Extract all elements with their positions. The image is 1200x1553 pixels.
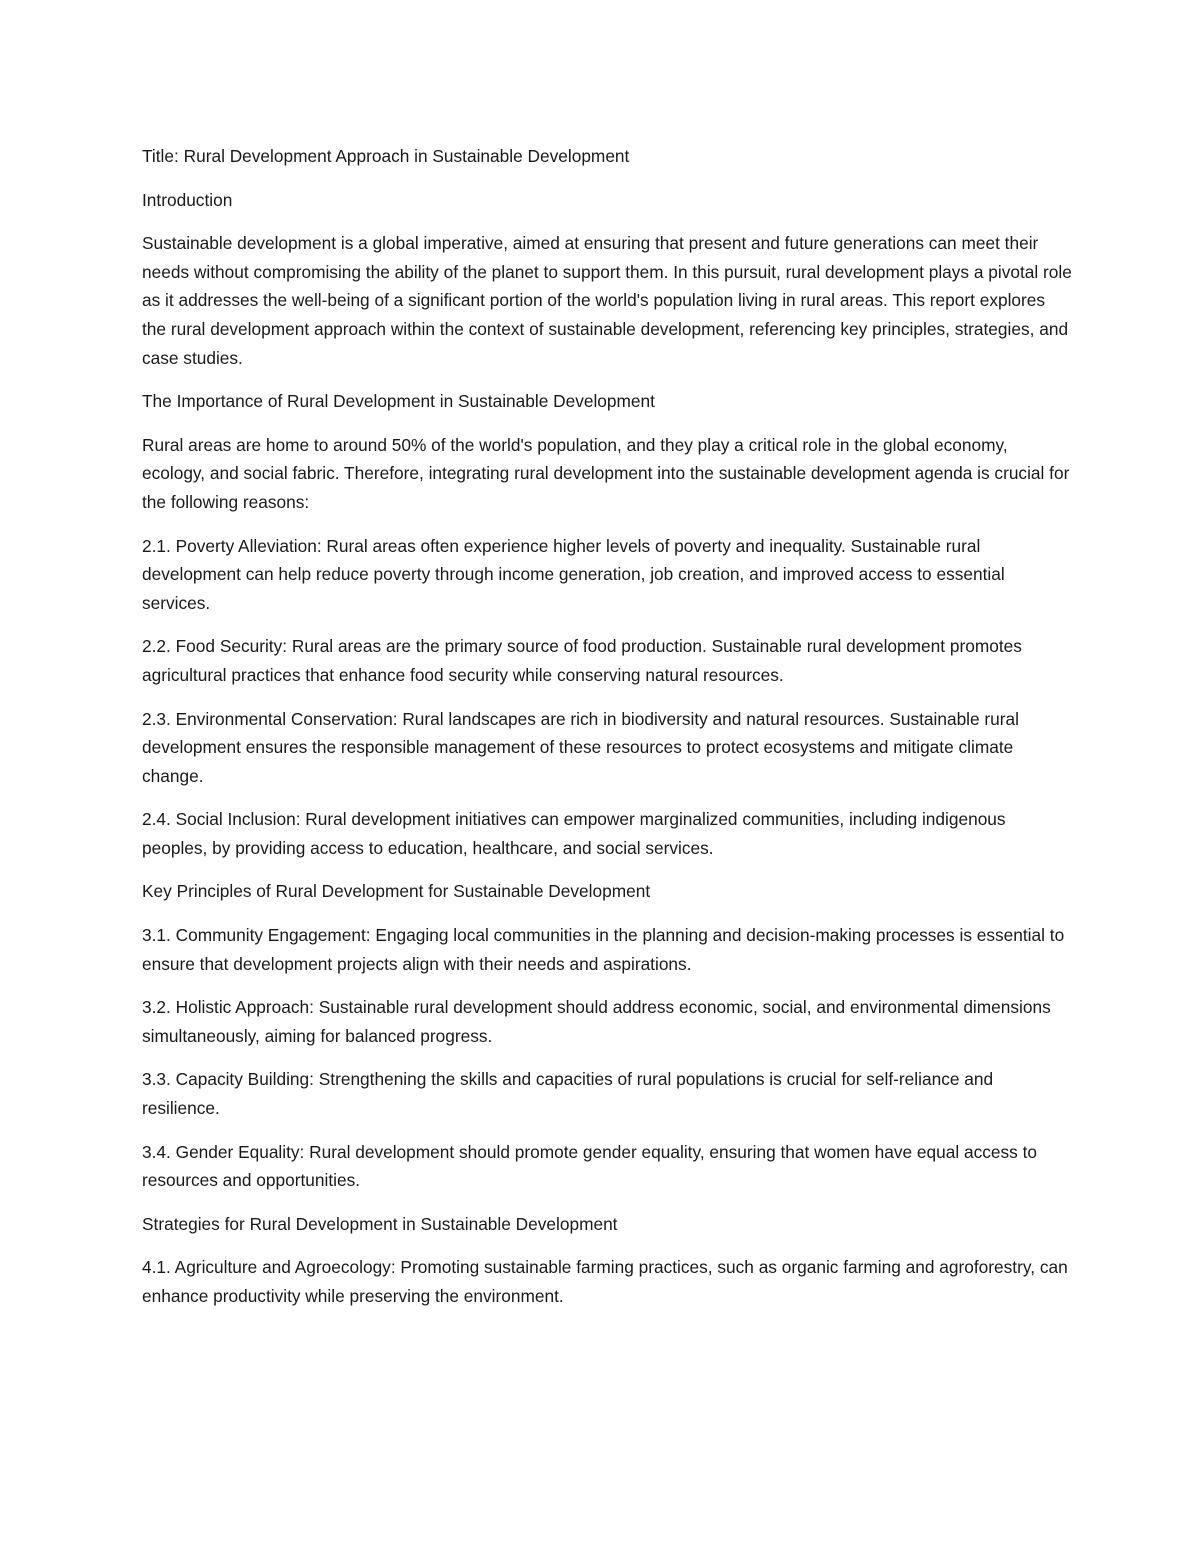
document-title: Title: Rural Development Approach in Sustainable Development xyxy=(142,146,630,166)
document-body xyxy=(142,142,1072,1326)
section-heading-principles: Key Principles of Rural Development for Sustainable Development xyxy=(142,881,651,902)
list-item-capacity-building: 3.3. Capacity Building: Strengthening the skills and capacities of rural populations is crucial for self-reliance and resilience. xyxy=(142,1069,994,1119)
list-item-poverty-alleviation: 2.1. Poverty Alleviation: Rural areas often experience higher levels of poverty and inequality. Sustainable rural development can help reduce poverty through income generation, job creation, and improved access to essential services. xyxy=(142,535,1005,613)
list-item-social-inclusion: 2.4. Social Inclusion: Rural development initiatives can empower marginalized communities, including indigenous peoples, by providing access to education, healthcare, and social services. xyxy=(142,809,1006,858)
paragraph-introduction: Sustainable development is a global imperative, aimed at ensuring that present and future generations can meet their needs without compromising the ability of the planet to support them. In this pursuit, rural development plays a pivotal role as it addresses the well-being of a significant portion of the world's population living in rural areas. This report explores the rural development approach within the context of sustainable development, referencing key principles, strategies, and case studies. xyxy=(142,233,1072,368)
list-item-agriculture-agroecology: 4.1. Agriculture and Agroecology: Promoting sustainable farming practices, such as organic farming and agroforestry, can enhance productivity while preserving the environment. xyxy=(142,1257,1068,1306)
list-item-food-security: 2.2. Food Security: Rural areas are the primary source of food production. Sustainable rural development promotes agricultural practices that enhance food security while conserving natural resources. xyxy=(142,636,1022,685)
section-heading-importance: The Importance of Rural Development in Sustainable Development xyxy=(142,391,655,412)
list-item-community-engagement: 3.1. Community Engagement: Engaging local communities in the planning and decision-making processes is essential to ensure that development projects align with their needs and aspirations. xyxy=(142,925,1065,974)
list-item-holistic-approach: 3.2. Holistic Approach: Sustainable rural development should address economic, social, and environmental dimensions simultaneously, aiming for balanced progress. xyxy=(142,997,1051,1046)
list-item-gender-equality: 3.4. Gender Equality: Rural development should promote gender equality, ensuring that women have equal access to resources and opportunities. xyxy=(142,1141,1038,1191)
paragraph-importance: Rural areas are home to around 50% of the world's population, and they play a critical role in the global economy, ecology, and social fabric. Therefore, integrating rural development into the sustainable development agenda is crucial for the following reasons: xyxy=(142,434,1070,512)
section-heading-strategies: Strategies for Rural Development in Sustainable Development xyxy=(142,1213,618,1234)
list-item-environmental-conservation: 2.3. Environmental Conservation: Rural landscapes are rich in biodiversity and natural resources. Sustainable rural development ensures the responsible management of these resources to protect ecosystems and mitigate climate change. xyxy=(142,708,1019,786)
section-heading-introduction: Introduction xyxy=(142,189,233,210)
